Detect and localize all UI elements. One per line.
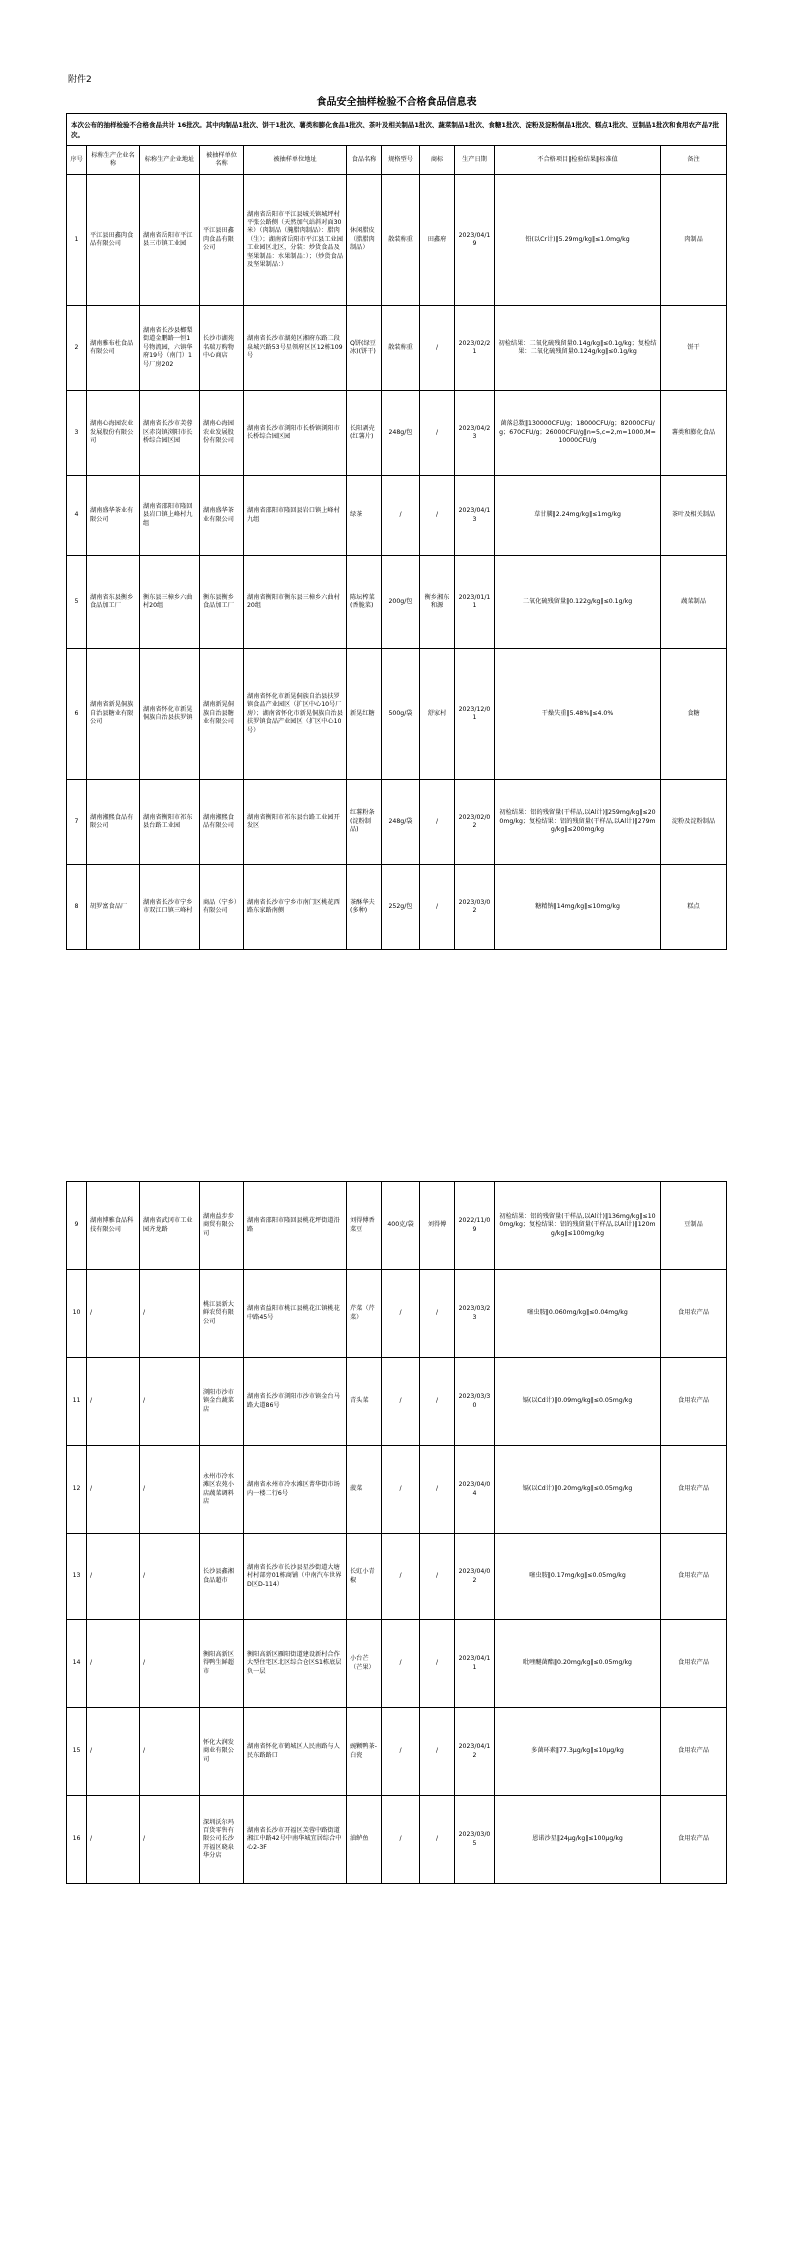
sampled-unit: 湖南新晃侗族自治县糖业有限公司	[200, 649, 244, 780]
production-date: 2023/04/13	[455, 476, 495, 556]
company-name: 湖南盛华茶业有限公司	[87, 476, 140, 556]
row-number: 12	[67, 1446, 87, 1534]
row-number: 11	[67, 1358, 87, 1446]
company-address: 湖南省长沙县榔梨街道金鹏路一恒1号物流园，六镇华府19号（南门）1号厂房202	[140, 306, 200, 391]
failed-item-result: 多菌环素‖77.3μg/kg‖≤10μg/kg	[495, 1708, 661, 1796]
header-production-date: 生产日期	[455, 146, 495, 175]
note: 食糖	[661, 649, 727, 780]
note: 薯类和膨化食品	[661, 391, 727, 476]
row-number: 13	[67, 1534, 87, 1620]
sampled-address: 湖南省邵阳市隆回县桃花坪街道沿路	[244, 1182, 347, 1270]
header-result: 不合格项目‖检验结果‖标准值	[495, 146, 661, 175]
row-number: 7	[67, 780, 87, 865]
food-name: 菠菜	[347, 1446, 382, 1534]
row-number: 10	[67, 1270, 87, 1358]
sampled-unit: 深圳沃尔玛百货零售有限公司长沙开福区晓泉华分店	[200, 1796, 244, 1884]
note: 茶叶及相关制品	[661, 476, 727, 556]
sampled-address: 湖南省岳阳市平江县城关镇城坪村平张公路侧（天然加气站斜对面30米）（肉制品（腌腊肉制品）：腊肉（生）；湖南省岳阳市平江县工业园工业园区北区，分装：炒货食品及坚果制品：水果制品：）；（炒货食品及坚果制品：）	[244, 175, 347, 306]
failed-item-result: 噻虫胺‖0.17mg/kg‖≤0.05mg/kg	[495, 1534, 661, 1620]
brand: /	[420, 306, 455, 391]
sampled-address: 湖南省怀化市新晃侗族自治县扶罗镇食品产业园区（扩区中心10号厂房）；湖南省怀化市新晃侗族自治县扶罗镇食品产业园区（扩区中心10号）	[244, 649, 347, 780]
failed-item-result: 恩诺沙星‖24μg/kg‖≤100μg/kg	[495, 1796, 661, 1884]
failed-item-result: 初检结果：铝的残留量(干样品,以Al计)‖136mg/kg‖≤100mg/kg；复检结果：铝的残留量(干样品,以Al计)‖120mg/kg‖≤100mg/kg	[495, 1182, 661, 1270]
food-name: 刘得傅香菜豆	[347, 1182, 382, 1270]
row-number: 14	[67, 1620, 87, 1708]
company-name: 湖南省新晃侗族自治县糖业有限公司	[87, 649, 140, 780]
company-address: /	[140, 1446, 200, 1534]
failed-item-result: 镉(以Cd计)‖0.09mg/kg‖≤0.05mg/kg	[495, 1358, 661, 1446]
unqualified-food-table-page2	[66, 1181, 727, 1884]
brand: /	[420, 1708, 455, 1796]
sampled-address: 湖南省长沙市浏阳市沙市镇金台马路大道86号	[244, 1358, 347, 1446]
header-no: 序号	[67, 146, 87, 175]
food-name: 新晃红糖	[347, 649, 382, 780]
sampled-unit: 桃江县新大鲜农贸有限公司	[200, 1270, 244, 1358]
row-number: 2	[67, 306, 87, 391]
company-name: 湖南博雅食品科技有限公司	[87, 1182, 140, 1270]
header-spec: 规格型号	[382, 146, 420, 175]
production-date: 2023/04/04	[455, 1446, 495, 1534]
failed-item-result: 铅(以Cr计)‖5.29mg/kg‖≤1.0mg/kg	[495, 175, 661, 306]
food-name: 小台芒（芒果）	[347, 1620, 382, 1708]
table-row	[67, 1708, 727, 1796]
food-name: 油鲈鱼	[347, 1796, 382, 1884]
row-number: 9	[67, 1182, 87, 1270]
sampled-address: 湖南省衡阳市衡东县三樟乡六曲村20组	[244, 556, 347, 649]
header-sampled-unit: 被抽样单位名称	[200, 146, 244, 175]
company-name: /	[87, 1358, 140, 1446]
production-date: 2023/01/11	[455, 556, 495, 649]
note: 肉制品	[661, 175, 727, 306]
company-address: 湖南省衡阳市祁东县台路工业园	[140, 780, 200, 865]
failed-item-result: 干燥失重‖5.48%‖≤4.0%	[495, 649, 661, 780]
sampled-address: 湖南省长沙市长沙县星沙街道大塘村村部旁01栋商铺（中南汽车世界D区D-114）	[244, 1534, 347, 1620]
header-company-address: 标称生产企业地址	[140, 146, 200, 175]
brand: /	[420, 1270, 455, 1358]
table-row	[67, 865, 727, 950]
sampled-unit: 平江县田鑫肉食品有限公司	[200, 175, 244, 306]
spec: /	[382, 1534, 420, 1620]
row-number: 4	[67, 476, 87, 556]
sampled-unit: 湖南心海园农业发展股份有限公司	[200, 391, 244, 476]
row-number: 6	[67, 649, 87, 780]
spec: 248g/袋	[382, 780, 420, 865]
sampled-address: 湖南省益阳市桃江县桃花江镇桃花中路45号	[244, 1270, 347, 1358]
brand: /	[420, 1620, 455, 1708]
company-address: /	[140, 1270, 200, 1358]
production-date: 2023/02/21	[455, 306, 495, 391]
sampled-unit: 衡东县衡乡食品加工厂	[200, 556, 244, 649]
sampled-address: 湖南省长沙市开福区芙蓉中路街道湘江中路42号中南华城宜居综合中心2-3F	[244, 1796, 347, 1884]
sampled-unit: 湖南盛华茶业有限公司	[200, 476, 244, 556]
note: 食用农产品	[661, 1446, 727, 1534]
food-name: 休闲腊皮（腊腊肉制品）	[347, 175, 382, 306]
sampled-unit: 怀化大润发商业有限公司	[200, 1708, 244, 1796]
company-name: /	[87, 1796, 140, 1884]
company-address: /	[140, 1534, 200, 1620]
note: 食用农产品	[661, 1534, 727, 1620]
spec: /	[382, 1446, 420, 1534]
brand: /	[420, 1534, 455, 1620]
failed-item-result: 草甘膦‖2.24mg/kg‖≤1mg/kg	[495, 476, 661, 556]
food-name: 红薯粉条(淀粉制品)	[347, 780, 382, 865]
brand: /	[420, 780, 455, 865]
table-row	[67, 1446, 727, 1534]
company-name: 平江县田鑫肉食品有限公司	[87, 175, 140, 306]
brand: 田鑫府	[420, 175, 455, 306]
row-number: 5	[67, 556, 87, 649]
spec: 200g/包	[382, 556, 420, 649]
company-name: 湖南雅布杜食品有限公司	[87, 306, 140, 391]
company-address: /	[140, 1796, 200, 1884]
sampled-address: 衡阳高新区雁阳街道建设新村合作大型住宅区北区综合仓区S1栋底层负一层	[244, 1620, 347, 1708]
note: 蔬菜制品	[661, 556, 727, 649]
company-name: 湖南湘熙食品有限公司	[87, 780, 140, 865]
production-date: 2023/12/01	[455, 649, 495, 780]
header-food-name: 食品名称	[347, 146, 382, 175]
table-row	[67, 1534, 727, 1620]
food-name: 豌颗鸭茶-白瓷	[347, 1708, 382, 1796]
production-date: 2023/03/30	[455, 1358, 495, 1446]
note: 食用农产品	[661, 1620, 727, 1708]
company-name: /	[87, 1534, 140, 1620]
table-row	[67, 1358, 727, 1446]
spec: 248g/包	[382, 391, 420, 476]
row-number: 16	[67, 1796, 87, 1884]
company-name: /	[87, 1620, 140, 1708]
failed-item-result: 二氧化硫残留量‖0.122g/kg‖≤0.1g/kg	[495, 556, 661, 649]
company-name: /	[87, 1446, 140, 1534]
unqualified-food-table-page1	[66, 113, 727, 950]
company-address: /	[140, 1620, 200, 1708]
sampled-unit: 商品（宁乡）有限公司	[200, 865, 244, 950]
note: 饼干	[661, 306, 727, 391]
production-date: 2023/02/02	[455, 780, 495, 865]
brand: 刘得傅	[420, 1182, 455, 1270]
note: 食用农产品	[661, 1708, 727, 1796]
table-row	[67, 649, 727, 780]
food-name: 长豇小青椒	[347, 1534, 382, 1620]
spec: 252g/包	[382, 865, 420, 950]
table-row	[67, 175, 727, 306]
company-name: /	[87, 1708, 140, 1796]
food-name: 芹菜（芹菜）	[347, 1270, 382, 1358]
spec: /	[382, 1708, 420, 1796]
company-address: 湖南省邵阳市隆回县岩口镇上峰村九组	[140, 476, 200, 556]
spec: /	[382, 1270, 420, 1358]
production-date: 2022/11/09	[455, 1182, 495, 1270]
table-row	[67, 780, 727, 865]
sampled-address: 湖南省衡阳市祁东县台路工业园开发区	[244, 780, 347, 865]
sampled-unit: 衡阳高新区得鸭生鲜超市	[200, 1620, 244, 1708]
header-sampled-address: 被抽样单位地址	[244, 146, 347, 175]
production-date: 2023/04/23	[455, 391, 495, 476]
row-number: 8	[67, 865, 87, 950]
company-address: /	[140, 1708, 200, 1796]
note: 食用农产品	[661, 1358, 727, 1446]
sampled-unit: 湖南益步步商贸有限公司	[200, 1182, 244, 1270]
failed-item-result: 噻虫胺‖0.060mg/kg‖≤0.04mg/kg	[495, 1270, 661, 1358]
company-address: 衡东县三樟乡六曲村20组	[140, 556, 200, 649]
company-address: 湖南省武冈市工业园齐龙路	[140, 1182, 200, 1270]
row-number: 15	[67, 1708, 87, 1796]
food-name: 陈坛榨菜(香脆菜)	[347, 556, 382, 649]
production-date: 2023/04/11	[455, 1620, 495, 1708]
company-address: 湖南省长沙市宁乡市双江口镇三峰村	[140, 865, 200, 950]
header-note: 备注	[661, 146, 727, 175]
spec: /	[382, 1796, 420, 1884]
production-date: 2023/04/02	[455, 1534, 495, 1620]
note: 淀粉及淀粉制品	[661, 780, 727, 865]
sampled-address: 湖南省长沙市宁乡市南门区桃花西路东家路南侧	[244, 865, 347, 950]
header-brand: 商标	[420, 146, 455, 175]
intro-row	[67, 114, 727, 146]
production-date: 2023/03/05	[455, 1796, 495, 1884]
failed-item-result: 糖精钠‖14mg/kg‖≤10mg/kg	[495, 865, 661, 950]
note: 食用农产品	[661, 1796, 727, 1884]
sampled-address: 湖南省怀化市鹤城区人民南路与人民东路路口	[244, 1708, 347, 1796]
sampled-address: 湖南省邵阳市隆回县岩口镇上峰村九组	[244, 476, 347, 556]
table-row	[67, 556, 727, 649]
spec: 散装称重	[382, 306, 420, 391]
brand: /	[420, 1358, 455, 1446]
production-date: 2023/03/02	[455, 865, 495, 950]
failed-item-result: 初检结果：铝的残留量(干样品,以Al计)‖259mg/kg‖≤200mg/kg；复检结果：铝的残留量(干样品,以Al计)‖279mg/kg‖≤200mg/kg	[495, 780, 661, 865]
sampled-unit: 永州市冷水滩区农苑小店蔬菜调料店	[200, 1446, 244, 1534]
brand: /	[420, 476, 455, 556]
table-row	[67, 1796, 727, 1884]
company-address: 湖南省岳阳市平江县三市镇工业园	[140, 175, 200, 306]
company-name: /	[87, 1270, 140, 1358]
spec: 500g/袋	[382, 649, 420, 780]
failed-item-result: 镉(以Cd计)‖0.20mg/kg‖≤0.05mg/kg	[495, 1446, 661, 1534]
brand: /	[420, 1796, 455, 1884]
row-number: 3	[67, 391, 87, 476]
spec: /	[382, 1620, 420, 1708]
sampled-address: 湖南省长沙市浏阳市长桥镇浏阳市长桥综合园区园	[244, 391, 347, 476]
food-name: 青头菜	[347, 1358, 382, 1446]
sampled-unit: 浏阳市沙市镇金台蔬菜店	[200, 1358, 244, 1446]
attachment-label: 附件2	[68, 75, 92, 85]
production-date: 2023/03/23	[455, 1270, 495, 1358]
page-title: 食品安全抽样检验不合格食品信息表	[316, 97, 477, 108]
spec: 400克/袋	[382, 1182, 420, 1270]
food-name: 绿茶	[347, 476, 382, 556]
spec: 散装称重	[382, 175, 420, 306]
note: 糕点	[661, 865, 727, 950]
table-row	[67, 1270, 727, 1358]
production-date: 2023/04/12	[455, 1708, 495, 1796]
table-row	[67, 391, 727, 476]
food-name: 茶酥华夫(多种)	[347, 865, 382, 950]
brand: 衡乡湘东和源	[420, 556, 455, 649]
spec: /	[382, 476, 420, 556]
sampled-unit: 湖南湘熙食品有限公司	[200, 780, 244, 865]
brand: 舒家村	[420, 649, 455, 780]
table-row	[67, 476, 727, 556]
spec: /	[382, 1358, 420, 1446]
failed-item-result: 初检结果：二氧化硫残留量0.14g/kg‖≤0.1g/kg；复检结果：二氧化硫残留量0.124g/kg‖≤0.1g/kg	[495, 306, 661, 391]
food-name: Q饼(绿豆冰)(饼干)	[347, 306, 382, 391]
intro-text: 本次公布的抽样检验不合格食品共计 16批次。其中肉制品1批次、饼干1批次、薯类和膨化食品1批次、茶叶及相关制品1批次、蔬菜制品1批次、食糖1批次、淀粉及淀粉制品1批次、糕点1批次、豆制品1批次和食用农产品7批次。	[67, 114, 727, 146]
brand: /	[420, 391, 455, 476]
sampled-unit: 长沙县鑫湘食品超市	[200, 1534, 244, 1620]
sampled-address: 湖南省永州市冷水滩区菁华街市场内一楼二行6号	[244, 1446, 347, 1534]
sampled-unit: 长沙市湖苑名瑞万购物中心商店	[200, 306, 244, 391]
company-address: 湖南省长沙市芙蓉区赤岗镇浏阳市长桥综合园区园	[140, 391, 200, 476]
production-date: 2023/04/19	[455, 175, 495, 306]
company-name: 湖南省东县衡乡食品加工厂	[87, 556, 140, 649]
table-row	[67, 306, 727, 391]
table-row	[67, 1182, 727, 1270]
company-address: /	[140, 1358, 200, 1446]
note: 食用农产品	[661, 1270, 727, 1358]
header-row	[67, 146, 727, 175]
sampled-address: 湖南省长沙市湖苑区湘府东路二段泉城兴路53号星领府区区12栋109号	[244, 306, 347, 391]
note: 豆制品	[661, 1182, 727, 1270]
company-name: 胡罗富食品厂	[87, 865, 140, 950]
table-row	[67, 1620, 727, 1708]
brand: /	[420, 865, 455, 950]
company-name: 湖南心海园农业发展股份有限公司	[87, 391, 140, 476]
header-company: 标称生产企业名称	[87, 146, 140, 175]
food-name: 长阳剥壳(红薯片)	[347, 391, 382, 476]
failed-item-result: 菌落总数‖130000CFU/g；18000CFU/g；82000CFU/g；670CFU/g；26000CFU/g‖n=5,c=2,m=1000,M=10000CFU/g	[495, 391, 661, 476]
brand: /	[420, 1446, 455, 1534]
row-number: 1	[67, 175, 87, 306]
company-address: 湖南省怀化市新晃侗族自治县扶罗镇	[140, 649, 200, 780]
failed-item-result: 吡唑醚菌酯‖0.20mg/kg‖≤0.05mg/kg	[495, 1620, 661, 1708]
